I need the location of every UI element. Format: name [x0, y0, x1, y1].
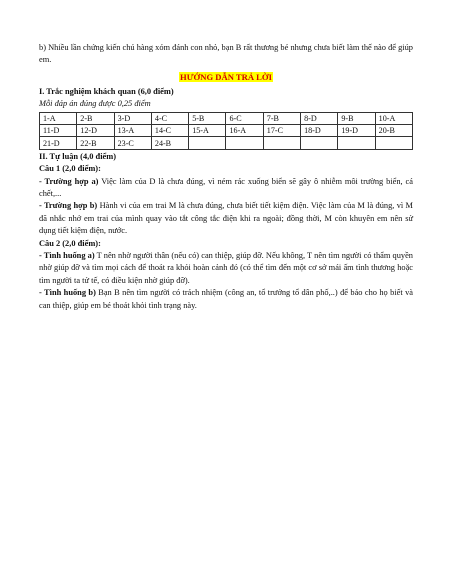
part1-note: Mỗi đáp án đúng được 0,25 điểm: [39, 99, 151, 109]
answer-cell: 9-B: [338, 112, 375, 124]
q2-case-b-label: - Tình huống b): [39, 288, 96, 298]
answer-cell: 13-A: [114, 125, 151, 137]
intro-paragraph: b) Nhiều lần chứng kiến chú hàng xóm đánh con nhỏ, bạn B rất thương bé nhưng chưa biết làm thế nào để giúp em.: [39, 43, 413, 65]
q2-case-a: [39, 250, 413, 287]
answer-cell: 6-C: [226, 112, 263, 124]
part1-heading: I. Trắc nghiệm khách quan (6,0 điểm): [39, 86, 174, 96]
answer-cell: 21-D: [40, 137, 77, 149]
q1-case-a: [39, 176, 413, 201]
answer-cell: 15-A: [189, 125, 226, 137]
q1-case-a-text: Việc làm của D là chưa đúng, vì ném rác xuống biển sẽ gây ô nhiễm môi trường biển, cá chết,...: [39, 176, 413, 199]
answer-row: [40, 137, 413, 149]
answer-cell: 5-B: [189, 112, 226, 124]
answer-cell: 1-A: [40, 112, 77, 124]
q2-heading: Câu 2 (2,0 điểm):: [39, 238, 101, 248]
q2-case-a-text: T nên nhờ người thân (nếu có) can thiệp, giúp đỡ. Nếu không, T nên tìm người có thẩm quyền nhờ giúp đỡ và tìm mọi cách để thoát ra khỏi hoàn cảnh đó (có thể tìm đến một cơ sở mái ấm tình thương hoặc tìm người ta tử tế, có điều kiện nhờ giúp đỡ).: [39, 251, 413, 285]
answer-title: [39, 71, 413, 83]
answer-cell: 23-C: [114, 137, 151, 149]
q2-case-a-label: - Tình huống a): [39, 251, 95, 261]
answer-cell: 11-D: [40, 125, 77, 137]
answer-cell: 8-D: [301, 112, 338, 124]
q1-case-b-text: Hành vi của em trai M là chưa đúng, chưa biết tiết kiệm điện. Việc làm của M là đúng, vì M đã nhắc nhở em trai của mình quay vào tắt công tắc điện khi ra ngoài; đồng thời, M còn khuyên em nên sử dụng tiết kiệm điện, nước.: [39, 201, 413, 236]
part2-heading: II. Tự luận (4,0 điểm): [39, 151, 117, 161]
answer-cell: 20-B: [375, 125, 412, 137]
answer-cell: 17-C: [263, 125, 300, 137]
q1-case-a-label: - Trường hợp a): [39, 176, 99, 186]
answer-cell: [263, 137, 300, 149]
answer-cell: [189, 137, 226, 149]
answer-cell: [226, 137, 263, 149]
answer-row: [40, 125, 413, 137]
answer-table-body: [40, 112, 413, 149]
q2-case-b-text: Bạn B nên tìm người có trách nhiệm (công an, tổ trưởng tổ dân phố,..) để báo cho họ biết và can thiệp, giúp em bé thoát khỏi tình trạng này.: [39, 288, 413, 310]
answer-cell: [338, 137, 375, 149]
answer-cell: 2-B: [77, 112, 114, 124]
answer-cell: 24-B: [151, 137, 188, 149]
answer-cell: [375, 137, 412, 149]
answer-cell: 18-D: [301, 125, 338, 137]
answer-cell: 10-A: [375, 112, 412, 124]
answer-cell: 16-A: [226, 125, 263, 137]
q2-case-b: [39, 287, 413, 312]
answer-row: [40, 112, 413, 124]
answer-table: [39, 112, 413, 150]
answer-cell: 12-D: [77, 125, 114, 137]
answer-cell: 4-C: [151, 112, 188, 124]
answer-cell: 19-D: [338, 125, 375, 137]
q1-case-b: [39, 200, 413, 237]
answer-cell: 22-B: [77, 137, 114, 149]
q1-heading: Câu 1 (2,0 điểm):: [39, 164, 101, 174]
answer-cell: 3-D: [114, 112, 151, 124]
answer-title-text: HƯỚNG DẪN TRẢ LỜI: [180, 71, 272, 82]
answer-cell: 7-B: [263, 112, 300, 124]
q1-case-b-label: - Trường hợp b): [39, 201, 98, 211]
answer-cell: 14-C: [151, 125, 188, 137]
answer-cell: [301, 137, 338, 149]
